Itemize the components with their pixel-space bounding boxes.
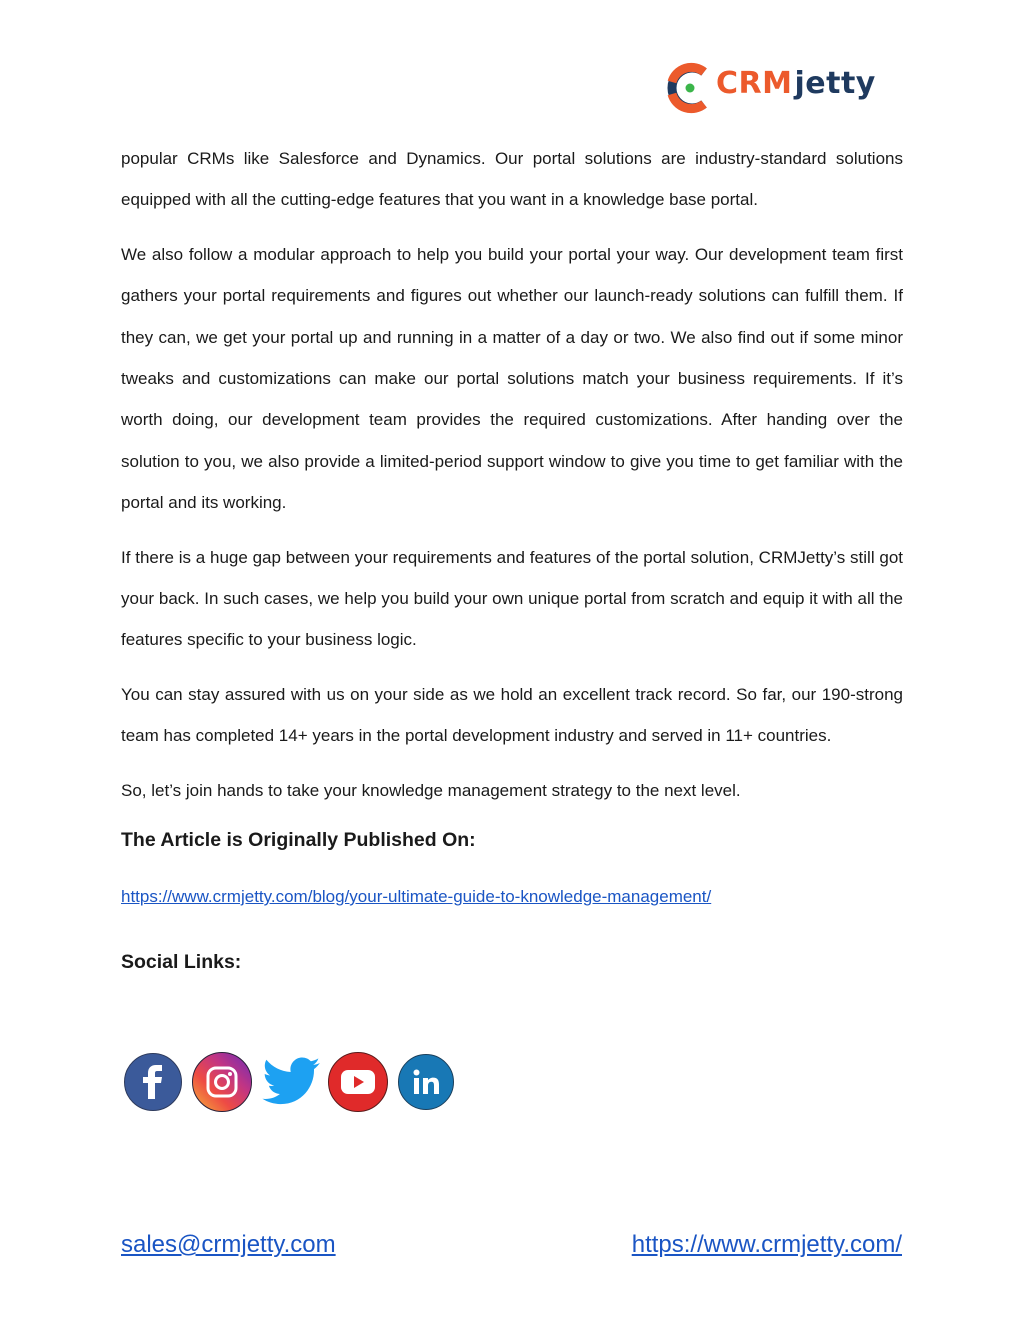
article-body [121, 138, 903, 977]
footer-email-link[interactable]: sales@crmjetty.com [121, 1231, 336, 1258]
article-paragraph: So, let’s join hands to take your knowledge management strategy to the next level. [121, 780, 741, 800]
article-paragraph: We also follow a modular approach to help you build your portal your way. Our development team first gathers your portal requirements and figures out whether our launch-ready solutions can fulfill them. If they can, we get your portal up and running in a matter of a day or two. We also find out if some minor tweaks and customizations can make our portal solutions match your business requirements. If it’s worth doing, our development team provides the required customizations. After handing over the solution to you, we also provide a limited-period support window to give you time to get familiar with the portal and its working. [121, 244, 903, 513]
article-paragraph: popular CRMs like Salesforce and Dynamics. Our portal solutions are industry-standard solutions equipped with all the cutting-edge features that you want in a knowledge base portal. [121, 149, 903, 210]
published-on-heading: The Article is Originally Published On: [121, 829, 476, 852]
article-paragraph: You can stay assured with us on your side as we hold an excellent track record. So far, our 190-strong team has completed 14+ years in the portal development industry and served in 11+ countries. [121, 684, 903, 746]
logo-brand-crm: CRM [716, 66, 793, 101]
twitter-icon[interactable] [262, 1054, 322, 1110]
youtube-icon[interactable] [328, 1052, 388, 1112]
crmjetty-logo-text [716, 66, 876, 101]
social-links [124, 1051, 464, 1113]
article-source-link[interactable]: https://www.crmjetty.com/blog/your-ultimate-guide-to-knowledge-management/ [121, 887, 712, 907]
linkedin-icon[interactable] [398, 1054, 454, 1110]
logo-brand-jetty: jetty [794, 66, 876, 101]
crmjetty-logo-mark-icon [664, 60, 716, 116]
instagram-icon[interactable] [192, 1052, 252, 1112]
footer-website-link[interactable]: https://www.crmjetty.com/ [631, 1231, 902, 1258]
social-links-heading: Social Links: [121, 951, 242, 974]
article-paragraph: If there is a huge gap between your requirements and features of the portal solution, CRMJetty’s still got your back. In such cases, we help you build your own unique portal from scratch and equip it with all the features specific to your business logic. [121, 547, 903, 650]
crmjetty-logo [664, 60, 876, 116]
facebook-icon[interactable] [124, 1053, 182, 1111]
